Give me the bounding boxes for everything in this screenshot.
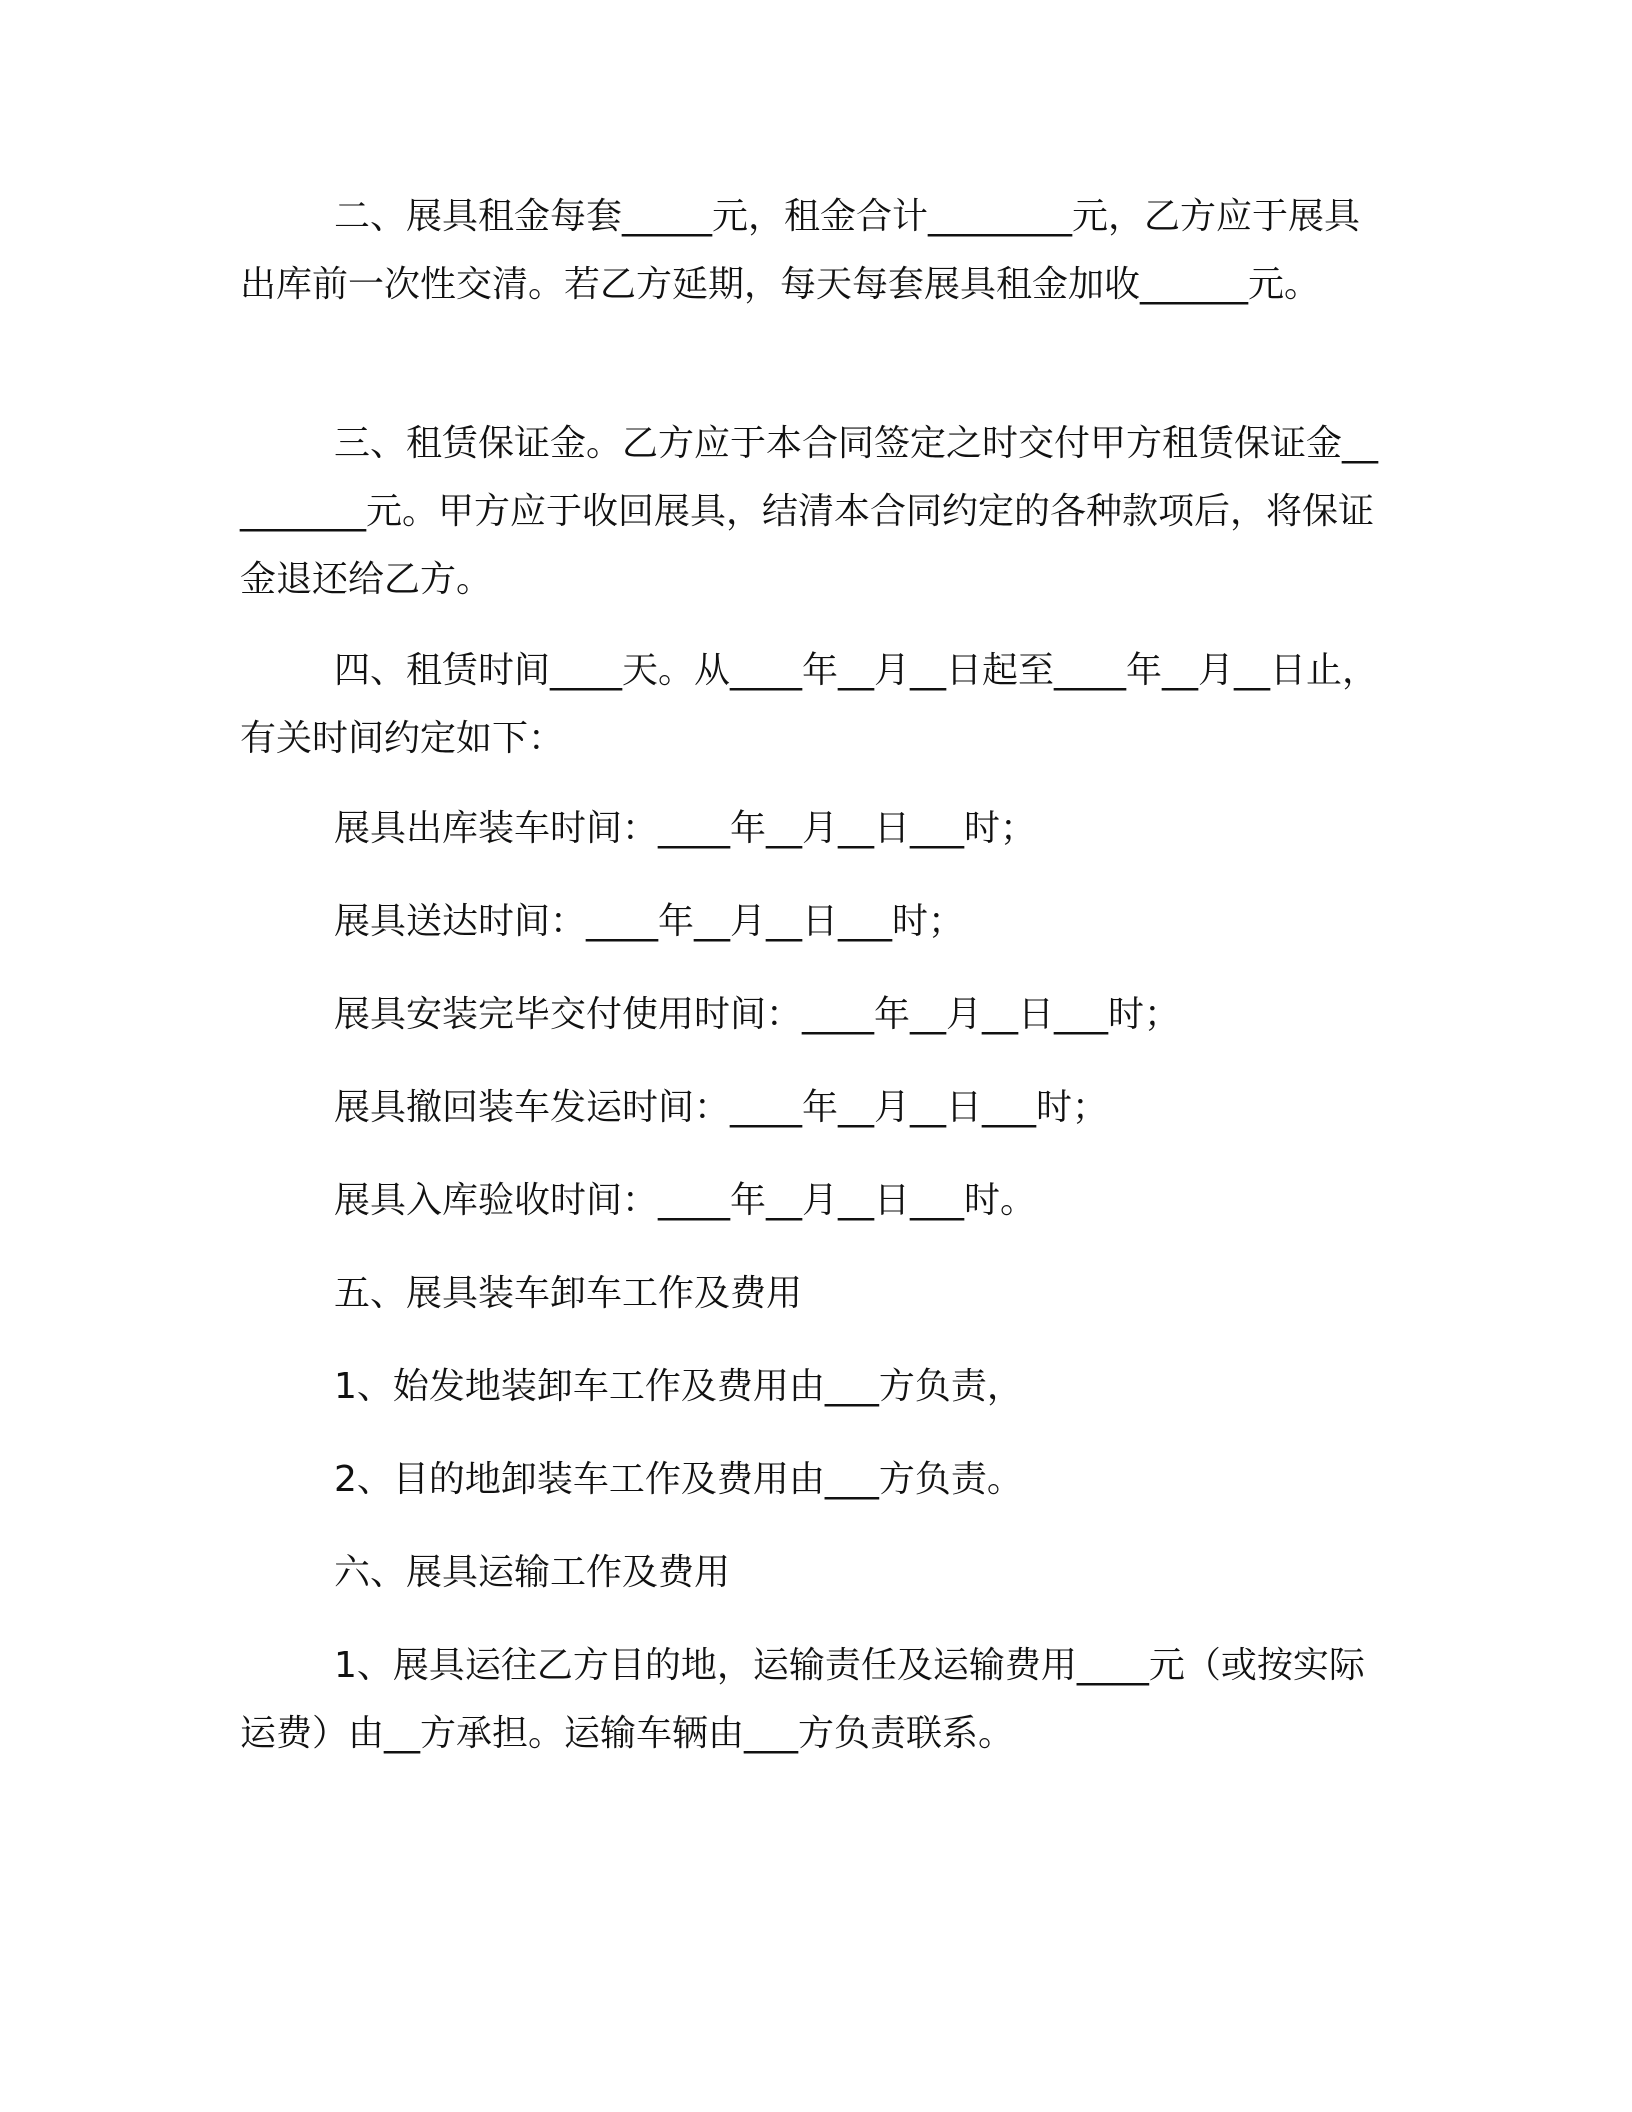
time-loading-out: 展具出库装车时间：____年__月__日___时；	[334, 808, 1037, 849]
clause-5-item-1: 1、始发地装卸车工作及费用由___方负责，	[334, 1366, 1023, 1407]
clause-5-item-2: 2、目的地卸装车工作及费用由___方负责。	[334, 1459, 1023, 1500]
clause-5-heading: 五、展具装车卸车工作及费用	[334, 1273, 803, 1314]
clause-4-lease-period: 四、租赁时间____天。从____年__月__日起至____年__月__日止，有关时间约定如下：	[240, 650, 1379, 759]
time-installation: 展具安装完毕交付使用时间：____年__月__日___时；	[334, 994, 1181, 1035]
clause-2-rent: 二、展具租金每套_____元，租金合计________元，乙方应于展具出库前一次性交清。若乙方延期，每天每套展具租金加收______元。	[240, 196, 1361, 305]
clause-6-item-1: 1、展具运往乙方目的地，运输责任及运输费用____元（或按实际运费）由__方承担。运输车辆由___方负责联系。	[240, 1645, 1365, 1754]
time-dismantle-ship: 展具撤回装车发运时间：____年__月__日___时；	[334, 1087, 1109, 1128]
clause-6-heading: 六、展具运输工作及费用	[334, 1552, 731, 1593]
clause-3-deposit: 三、租赁保证金。乙方应于本合同签定之时交付甲方租赁保证金_________元。甲方应于收回展具，结清本合同约定的各种款项后，将保证金退还给乙方。	[240, 423, 1379, 600]
time-warehouse-in: 展具入库验收时间：____年__月__日___时。	[334, 1180, 1037, 1221]
time-delivery: 展具送达时间：____年__月__日___时；	[334, 901, 965, 942]
